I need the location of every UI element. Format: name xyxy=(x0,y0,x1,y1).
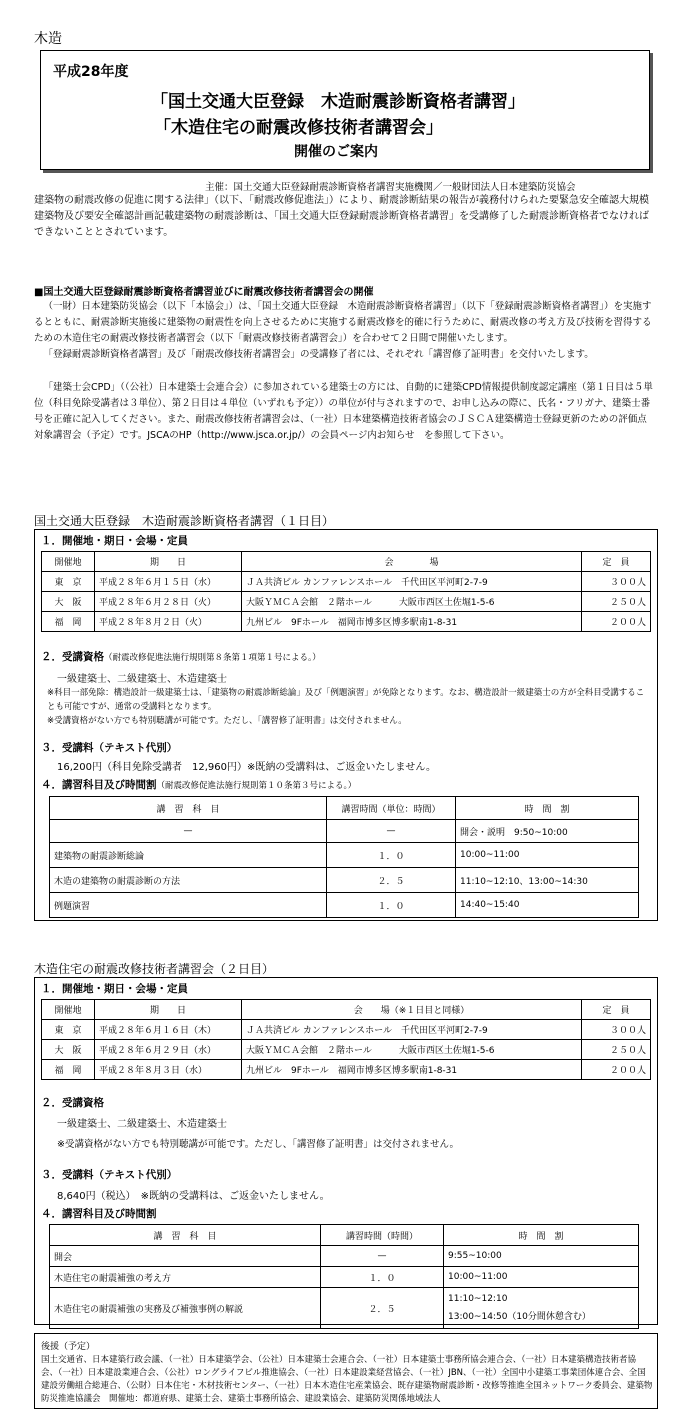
venue-city: 福 岡 xyxy=(42,612,95,632)
header-venue: 会 場 xyxy=(242,552,582,572)
schedule-time-second: 13:00~14:50（10分間休憩含む） xyxy=(448,1312,591,1322)
schedule-hours: １．０ xyxy=(327,893,456,918)
venue-place: ＪＡ共済ビル カンファレンスホール 千代田区平河町2-7-9 xyxy=(242,1020,582,1040)
intro-paragraph: 建築物の耐震改修の促進に関する法律」（以下、「耐震改修促進法」）により、耐震診断結果の報告が義務付けられた要緊急安全確認大規模建築物及び要安全確認計画記載建築物の耐震診断は、「国土交通大臣登録耐震診断資格者講習」を受講修了した耐震診断資格者でなければできないこととされています。 xyxy=(34,195,649,238)
venue-capacity: ２５０人 xyxy=(582,1040,651,1060)
venue-capacity: ２５０人 xyxy=(582,592,651,612)
category-tag: 木造 xyxy=(34,31,62,47)
day2-note-audit: ※受講資格がない方でも特別聴講が可能です。ただし、「講習修了証明書」は交付されません。 xyxy=(57,1139,460,1150)
schedule-subject: 開会 xyxy=(50,1246,321,1267)
table-row xyxy=(50,893,639,918)
day1-section2-label: ２．受講資格 xyxy=(41,651,104,663)
day2-frame xyxy=(34,977,658,1325)
schedule-time: 開会・説明 9:50~10:00 xyxy=(456,820,639,843)
table-row xyxy=(50,1246,639,1267)
day1-frame xyxy=(34,529,658,921)
venue-capacity: ２００人 xyxy=(582,612,651,632)
header-subject: 講 習 科 目 xyxy=(50,1225,321,1246)
schedule-subject: 木造住宅の耐震補強の実務及び補強事例の解説 xyxy=(50,1288,321,1329)
venue-place: 九州ビル 9Fホール 福岡市博多区博多駅南1-8-31 xyxy=(242,1060,582,1080)
venue-capacity: ２００人 xyxy=(582,1060,651,1080)
venue-city: 大 阪 xyxy=(42,1040,95,1060)
schedule-time: 10:00~11:00 xyxy=(444,1267,639,1288)
table-header-row xyxy=(42,1000,651,1020)
title-box xyxy=(40,50,650,170)
header-city: 開催地 xyxy=(42,552,95,572)
venue-capacity: ３００人 xyxy=(582,572,651,592)
day1-venue-table xyxy=(41,551,651,632)
title-line1: 「国土交通大臣登録 木造耐震診断資格者講習」 xyxy=(151,92,525,112)
venue-date: 平成２８年６月２９日（水） xyxy=(95,1040,242,1060)
venue-place: 九州ビル 9Fホール 福岡市博多区博多駅南1-8-31 xyxy=(242,612,582,632)
table-row xyxy=(50,868,639,893)
venue-date: 平成２８年８月３日（水） xyxy=(95,1060,242,1080)
day1-section2-note: （耐震改修促進法施行規則第８条第１項第１号による。） xyxy=(104,653,321,663)
day2-qualification: 一級建築士、二級建築士、木造建築士 xyxy=(57,1119,227,1130)
venue-place: ＪＡ共済ビル カンファレンスホール 千代田区平河町2-7-9 xyxy=(242,572,582,592)
schedule-subject: 木造の建築物の耐震診断の方法 xyxy=(50,868,327,893)
day2-section3-title: ３．受講料（テキスト代別） xyxy=(41,1169,178,1181)
table-row xyxy=(42,1060,651,1080)
day1-section3-title: ３．受講料（テキスト代別） xyxy=(41,742,178,754)
venue-capacity: ３００人 xyxy=(582,1020,651,1040)
schedule-subject: 建築物の耐震診断総論 xyxy=(50,843,327,868)
paragraph-overview-main: （一財）日本建築防災協会（以下「本協会」）は、「国土交通大臣登録 木造耐震診断資格者講習」（以下「登録耐震診断資格者講習」）を実施するとともに、耐震診断実施後に建築物の耐震性を向上させるために実施する耐震改修を的確に行うために、耐震改修の考え方及び技術を習得するための木造住宅の耐震改修技術者講習会（以下「耐震改修技術者講習会」）を合わせて２日間で開催いたします。 xyxy=(34,301,652,344)
day1-heading: 国土交通大臣登録 木造耐震診断資格者講習（１日目） xyxy=(34,514,335,528)
header-timetable: 時 間 割 xyxy=(456,797,639,820)
header-date: 期 日 xyxy=(95,552,242,572)
title-line3: 開催のご案内 xyxy=(294,144,378,160)
schedule-hours: — xyxy=(321,1246,444,1267)
schedule-hours: — xyxy=(327,820,456,843)
table-header-row xyxy=(50,797,639,820)
day1-fee: 16,200円（科目免除受講者 12,960円）※既納の受講料は、ご返金いたしません。 xyxy=(57,762,436,773)
day1-section1-title: １．開催地・期日・会場・定員 xyxy=(41,535,188,547)
header-capacity: 定 員 xyxy=(582,1000,651,1020)
paragraph-cpd: 「建築士会CPD」（（公社）日本建築士会連合会）に参加されている建築士の方には、自動的に建築CPD情報提供制度認定講座（第１日目は５単位（科目免除受講者は３単位）、第２日目は４単位（いずれも予定））の単位が付与されますので、お申し込みの際に、氏名・フリガナ、建築士番号を正確に記入してください。また、耐震改修技術者講習会は、（一社）日本建築構造技術者協会のＪＳＣＡ建築構造士登録更新のための評価点対象講習会（予定）です。JSCAのHP（http://www.jsca.or.jp/）の会員ページ内お知らせ を参照して下さい。 xyxy=(34,382,653,441)
day1-section4-title xyxy=(41,777,356,792)
schedule-hours: １．０ xyxy=(321,1267,444,1288)
day2-schedule-table xyxy=(49,1224,639,1329)
day1-section4-label: ４．講習科目及び時間割 xyxy=(41,779,157,791)
support-text: 国土交通省、日本建築行政会議、（一社）日本建築学会、（公社）日本建築士会連合会、（一社）日本建築士事務所協会連合会、（一社）日本建築構造技術者協会、（一社）日本建設業連合会、（公社）ロングライフビル推進協会、（一社）日本建設業経営協会、（一社）JBN、（一社）全国中小建築工事業団体連合会、全国建設労働組合総連合、（公財）日本住宅・木材技術センター、（一社）日本木造住宅産業協会、既存建築物耐震診断・改修等推進全国ネットワーク委員会、建築物防災推進協議会 開催地：都道府県、建築士会、建築士事務所協会、建設業協会、建築防災関係地域法人 xyxy=(41,1355,653,1404)
schedule-time: 14:40~15:40 xyxy=(456,893,639,918)
day2-venue-table xyxy=(41,999,651,1080)
venue-date: 平成２８年６月１６日（木） xyxy=(95,1020,242,1040)
table-row xyxy=(50,1267,639,1288)
paragraph-overview xyxy=(34,299,656,363)
title-line2: 「木造住宅の耐震改修技術者講習会」 xyxy=(154,118,443,138)
venue-date: 平成２８年６月２８日（火） xyxy=(95,592,242,612)
venue-city: 東 京 xyxy=(42,1020,95,1040)
day2-section1-title: １．開催地・期日・会場・定員 xyxy=(41,983,188,995)
day1-note-audit: ※受講資格がない方でも特別聴講が可能です。ただし、「講習修了証明書」は交付されません。 xyxy=(47,716,407,726)
support-box xyxy=(34,1333,658,1409)
day1-section4-note: （耐震改修促進法施行規則第１０条第３号による。） xyxy=(156,781,357,791)
venue-city: 福 岡 xyxy=(42,1060,95,1080)
header-timetable: 時 間 割 xyxy=(444,1225,639,1246)
table-row xyxy=(42,1040,651,1060)
table-row xyxy=(42,1020,651,1040)
day2-section4-title: ４．講習科目及び時間割 xyxy=(41,1208,157,1220)
table-header-row xyxy=(50,1225,639,1246)
sponsor-line: 主催：国土交通大臣登録耐震診断資格者講習実施機関／一般財団法人日本建築防災協会 xyxy=(205,182,576,193)
support-heading: 後援（予定） xyxy=(41,1342,96,1352)
day1-qualification: 一級建築士、二級建築士、木造建築士 xyxy=(57,674,227,685)
table-row xyxy=(42,592,651,612)
day2-fee: 8,640円（税込） ※既納の受講料は、ご返金いたしません。 xyxy=(57,1191,330,1202)
venue-date: 平成２８年８月２日（火） xyxy=(95,612,242,632)
table-row xyxy=(42,612,651,632)
venue-city: 大 阪 xyxy=(42,592,95,612)
venue-place: 大阪ＹＭＣＡ会館 ２階ホール 大阪市西区土佐堀1-5-6 xyxy=(242,1040,582,1060)
header-venue: 会 場（※１日目と同様） xyxy=(242,1000,582,1020)
schedule-hours: ２．５ xyxy=(321,1288,444,1329)
schedule-subject: 木造住宅の耐震補強の考え方 xyxy=(50,1267,321,1288)
header-hours: 講習時間（時間） xyxy=(321,1225,444,1246)
header-city: 開催地 xyxy=(42,1000,95,1020)
day2-heading: 木造住宅の耐震改修技術者講習会（２日目） xyxy=(34,962,275,976)
title-year: 平成28年度 xyxy=(53,64,129,80)
venue-place: 大阪ＹＭＣＡ会館 ２階ホール 大阪市西区土佐堀1-5-6 xyxy=(242,592,582,612)
day2-section2-title: ２．受講資格 xyxy=(41,1097,104,1109)
schedule-subject: — xyxy=(50,820,327,843)
table-row xyxy=(50,1288,639,1329)
venue-city: 東 京 xyxy=(42,572,95,592)
header-capacity: 定 員 xyxy=(582,552,651,572)
schedule-time-cell xyxy=(444,1288,639,1329)
header-date: 期 日 xyxy=(95,1000,242,1020)
table-header-row xyxy=(42,552,651,572)
header-hours: 講習時間（単位：時間） xyxy=(327,797,456,820)
schedule-subject: 例題演習 xyxy=(50,893,327,918)
day1-note-exemption: ※科目一部免除：構造設計一級建築士は、「建築物の耐震診断総論」及び「例題演習」が免除となります。なお、構造設計一級建築士の方が全科目受講することも可能ですが、通常の受講料となります。 xyxy=(47,688,645,712)
venue-date: 平成２８年６月１５日（水） xyxy=(95,572,242,592)
section-heading: ■国土交通大臣登録耐震診断資格者講習並びに耐震改修技術者講習会の開催 xyxy=(34,287,374,298)
schedule-hours: １．０ xyxy=(327,843,456,868)
schedule-time: 9:55~10:00 xyxy=(444,1246,639,1267)
schedule-time: 11:10~12:10 xyxy=(448,1294,508,1304)
schedule-time: 11:10~12:10、13:00~14:30 xyxy=(456,868,639,893)
header-subject: 講 習 科 目 xyxy=(50,797,327,820)
schedule-time: 10:00~11:00 xyxy=(456,843,639,868)
day1-schedule-table xyxy=(49,796,639,918)
table-row xyxy=(42,572,651,592)
paragraph-overview-certificate: 「登録耐震診断資格者講習」及び「耐震改修技術者講習会」の受講修了者には、それぞれ「講習修了証明書」を交付いたします。 xyxy=(43,349,594,360)
day1-section2-title xyxy=(41,649,321,664)
table-row xyxy=(50,820,639,843)
schedule-hours: ２．５ xyxy=(327,868,456,893)
table-row xyxy=(50,843,639,868)
